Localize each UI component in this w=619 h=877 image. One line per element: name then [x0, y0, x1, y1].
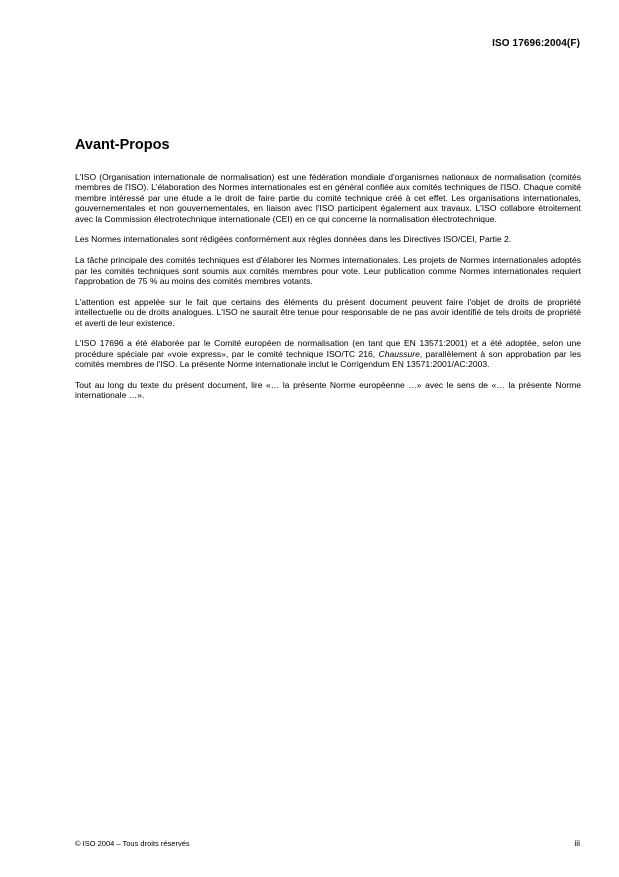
committee-name: Chaussure [378, 348, 420, 359]
paragraph: La tâche principale des comités techniques est d'élaborer les Normes internationales. Les projets de Normes internationales adoptés par les comités techniques sont soumis aux comités membres pour vote. Leur publication comme Normes internationales requiert l'approbation de 75 % au moins des comités membres votants. [75, 255, 581, 287]
paragraph: Tout au long du texte du présent document, lire «… la présente Norme européenne …» avec le sens de «… la présente Norme internationale …». [75, 380, 581, 401]
paragraph-adoption [75, 338, 581, 369]
document-id: ISO 17696:2004(F) [492, 38, 580, 49]
paragraph: Les Normes internationales sont rédigées conformément aux règles données dans les Directives ISO/CEI, Partie 2. [75, 234, 512, 245]
page-number: iii [574, 838, 580, 848]
copyright-notice: © ISO 2004 – Tous droits réservés [75, 839, 190, 848]
paragraph-adoption-end: , parallèlement à son approbation par les comités membres de l'ISO. La présente Norme internationale inclut le Corrigendum EN 13571:2001/AC:2003. [75, 348, 581, 370]
paragraph-adoption-start: L'ISO 17696 a été élaborée par le Comité européen de normalisation (en tant que EN 13571:2001) et a été adoptée, selon une procédure spéciale par «voie express», par le comité technique ISO/TC 216, [75, 338, 581, 359]
paragraph: L'ISO (Organisation internationale de normalisation) est une fédération mondiale d'organismes nationaux de normalisation (comités membres de l'ISO). L'élaboration des Normes internationales est en général confiée aux comités techniques de l'ISO. Chaque comité membre intéressé par une étude a le droit de faire partie du comité technique créé à cet effet. Les organisations internationales, gouvernementales et non gouvernementales, en liaison avec l'ISO participent également aux travaux. L'ISO collabore étroitement avec la Commission électrotechnique internationale (CEI) en ce qui concerne la normalisation électrotechnique. [75, 172, 581, 224]
paragraph: L'attention est appelée sur le fait que certains des éléments du présent document peuvent faire l'objet de droits de propriété intellectuelle ou de droits analogues. L'ISO ne saurait être tenue pour responsable de ne pas avoir identifié de tels droits de propriété et averti de leur existence. [75, 296, 581, 328]
section-title: Avant-Propos [75, 137, 170, 153]
foreword-section [75, 136, 581, 411]
